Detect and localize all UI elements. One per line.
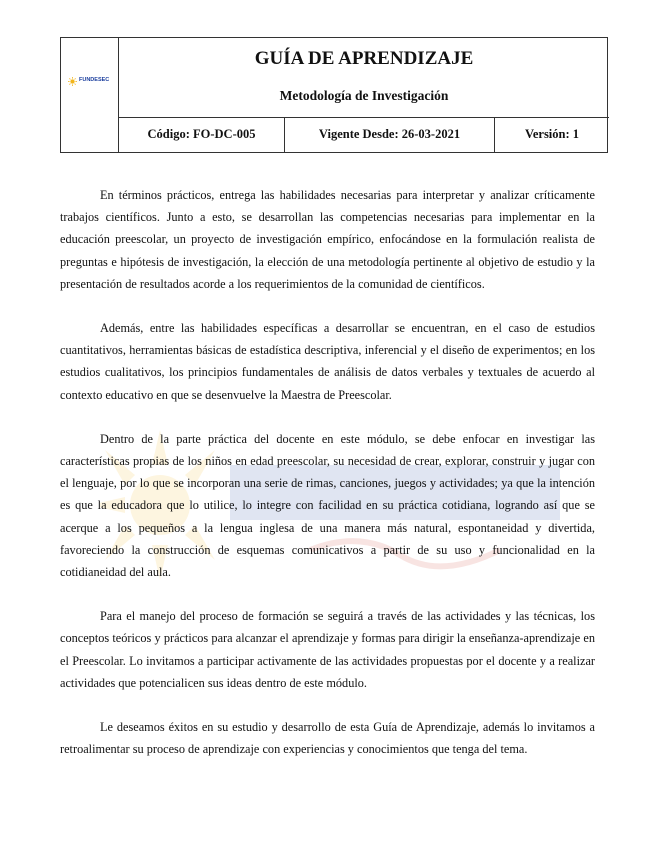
paragraph-4: Para el manejo del proceso de formación se seguirá a través de las actividades y las técnicas, los conceptos teóricos y prácticos para alcanzar el aprendizaje y formas para dirigir la enseñanza-aprendizaje en el Preescolar. Lo invitamos a participar activamente de las actividades propuestas por el docente y a realizar actividades que potencialicen sus ideas dentro de este módulo. <box>60 609 595 690</box>
document-subtitle: Metodología de Investigación <box>279 88 449 103</box>
fundesec-logo <box>68 74 114 88</box>
document-valid-from: Vigente Desde: 26-03-2021 <box>285 118 495 153</box>
logo-cell <box>61 38 119 152</box>
document-body <box>60 184 595 782</box>
paragraph-1: En términos prácticos, entrega las habilidades necesarias para interpretar y analizar críticamente trabajos científicos. Junto a esto, se desarrollan las competencias necesarias para implementar en la educación preescolar, un proyecto de investigación empírico, enfocándose en la formulación realista de preguntas e hipótesis de investigación, la elección de una metodología pertinente al objetivo de estudio y la presentación de resultados acorde a los requerimientos de la comunidad de científicos. <box>60 188 595 291</box>
document-meta-row <box>119 117 609 152</box>
paragraph-5: Le deseamos éxitos en su estudio y desarrollo de esta Guía de Aprendizaje, además lo invitamos a retroalimentar su proceso de aprendizaje con experiencias y conocimientos que tenga del tema. <box>60 720 595 757</box>
paragraph-2: Además, entre las habilidades específicas a desarrollar se encuentran, en el caso de estudios cuantitativos, herramientas básicas de estadística descriptiva, inferencial y el diseño de experimentos; en los estudios cualitativos, los principios fundamentales de análisis de datos verbales y textuales de acuerdo al contexto educativo en que se desenvuelve la Maestra de Preescolar. <box>60 321 595 402</box>
document-code: Código: FO-DC-005 <box>119 118 285 153</box>
sun-icon <box>68 77 77 86</box>
document-version: Versión: 1 <box>524 127 580 141</box>
document-title: GUÍA DE APRENDIZAJE <box>254 48 474 69</box>
document-header <box>60 37 608 153</box>
logo-text: FUNDESEC <box>79 77 110 84</box>
paragraph-3: Dentro de la parte práctica del docente en este módulo, se debe enfocar en investigar las características propias de los niños en edad preescolar, su necesidad de crear, explorar, construir y jugar con el lenguaje, por lo que se incorporan una serie de rimas, canciones, juegos y actividades; ya que la intención es que la educadora que lo utilice, lo integre con facilidad en su práctica cotidiana, logrando así que se acerque a los pequeños a la lengua inglesa de una manera más natural, espontaneidad y divertida, favoreciendo la construcción de esquemas comunicativos a partir de su uso y funcionalidad en la cotidianeidad del aula. <box>60 431 595 580</box>
